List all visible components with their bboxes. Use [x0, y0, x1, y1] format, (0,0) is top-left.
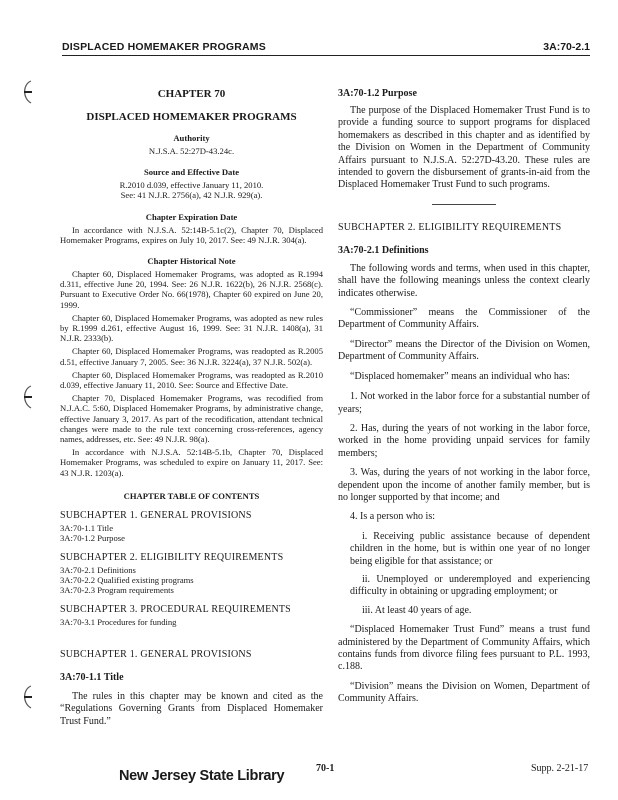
- definition-commissioner: “Commissioner” means the Commissioner of the Department of Community Affairs.: [338, 307, 590, 331]
- criterion-2: 2. Has, during the years of not working in the labor force, worked in the home providing unpaid services for family members;: [338, 422, 590, 459]
- toc-item: 3A:70-1.1 Title: [60, 522, 114, 533]
- library-stamp: New Jersey State Library: [119, 768, 285, 784]
- history-heading: Chapter Historical Note: [147, 256, 236, 267]
- chapter-title: DISPLACED HOMEMAKER PROGRAMS: [86, 111, 297, 123]
- criterion-1: 1. Not worked in the labor force for a substantial number of years;: [338, 391, 590, 415]
- history-note: Chapter 60, Displaced Homemaker Programs, was adopted as R.1994 d.311, effective June 20, 1994. See: 26 N.J.R. 1622(b), 26 N.J.R. 2568(c). Pursuant to Executive Order No. 66(1978), Chapter 60 expired on June 20, 1999.: [60, 269, 323, 310]
- header-title: DISPLACED HOMEMAKER PROGRAMS: [62, 41, 266, 53]
- history-note: Chapter 60, Displaced Homemaker Programs, was adopted as new rules by R.1999 d.261, effective August 16, 1999. See: 31 N.J.R. 1408(a), 31 N.J.R. 2333(b).: [60, 312, 323, 344]
- expiration-text: In accordance with N.J.S.A. 52:14B-5.1c(2), Chapter 70, Displaced Homemaker Programs, expires on July 10, 2017. See: 49 N.J.R. 304(a).: [60, 224, 323, 245]
- definition-director: “Director” means the Director of the Division on Women, Department of Community Affairs.: [338, 338, 590, 363]
- history-note: Chapter 60, Displaced Homemaker Programs, was readopted as R.2010 d.039, effective January 11, 2010. See: Source and Effective Date.: [60, 369, 323, 391]
- definitions-intro: The following words and terms, when used in this chapter, shall have the following meanings unless the context clearly indicates otherwise.: [338, 262, 590, 299]
- criterion-4-iii: iii. At least 40 years of age.: [362, 604, 472, 616]
- toc-item: 3A:70-2.2 Qualified existing programs: [60, 574, 194, 585]
- source-line-2: See: 41 N.J.R. 2756(a), 42 N.J.R. 929(a).: [120, 190, 263, 201]
- left-column: [60, 88, 323, 728]
- section-2-1-heading: 3A:70-2.1 Definitions: [338, 244, 429, 256]
- toc-heading: CHAPTER TABLE OF CONTENTS: [123, 490, 260, 501]
- binder-hole-mark: [20, 385, 32, 409]
- supplement-date: Supp. 2-21-17: [531, 763, 589, 774]
- chapter-number: CHAPTER 70: [157, 88, 226, 100]
- running-header: [62, 41, 590, 56]
- definition-trust-fund: “Displaced Homemaker Trust Fund” means a trust fund administered by the Department of Community Affairs, which contains funds from divorce filing fees pursuant to P.L. 1993, c.188.: [338, 624, 590, 673]
- section-1-1-heading: 3A:70-1.1 Title: [60, 671, 124, 683]
- toc-subchapter-2: SUBCHAPTER 2. ELIGIBILITY REQUIREMENTS: [60, 551, 284, 563]
- authority-text: N.J.S.A. 52:27D-43.24c.: [148, 146, 235, 156]
- page-number: 70-1: [316, 763, 335, 774]
- binder-hole-mark: [20, 685, 32, 709]
- authority-heading: Authority: [173, 133, 210, 143]
- toc-subchapter-3: SUBCHAPTER 3. PROCEDURAL REQUIREMENTS: [60, 603, 291, 615]
- expiration-heading: Chapter Expiration Date: [145, 211, 238, 222]
- subchapter-1-heading: SUBCHAPTER 1. GENERAL PROVISIONS: [60, 648, 252, 660]
- toc-item: 3A:70-2.1 Definitions: [60, 564, 136, 575]
- definition-displaced-homemaker: “Displaced homemaker” means an individual who has:: [350, 370, 570, 382]
- toc-item: 3A:70-3.1 Procedures for funding: [60, 616, 177, 627]
- definition-division: “Division” means the Division on Women, Department of Community Affairs.: [338, 680, 590, 705]
- subchapter-2-heading: SUBCHAPTER 2. ELIGIBILITY REQUIREMENTS: [338, 221, 562, 233]
- right-column: [338, 88, 590, 706]
- header-section-number: 3A:70-2.1: [543, 41, 590, 53]
- binder-hole-mark: [20, 80, 32, 104]
- history-note: Chapter 60, Displaced Homemaker Programs, was readopted as R.2005 d.51, effective January 7, 2005. See: 36 N.J.R. 3224(a), 37 N.J.R. 502(a).: [60, 346, 323, 367]
- history-note: Chapter 70, Displaced Homemaker Programs, was recodified from N.J.A.C. 5:60, Displaced Homemaker Programs, by administrative change, effective January 3, 2017. As part of the recodification, attendant technical changes were made to the rule text concerning cross-references, agency names, addresses, etc. See: 49 N.J.R. 98(a).: [60, 393, 323, 445]
- section-1-2-text: The purpose of the Displaced Homemaker Trust Fund is to provide a funding source to support programs for displaced homemakers as described in this chapter and as identified by the Division on Women in the Department of Community Affairs pursuant to N.J.S.A. 52:27D-43.20. These rules are intended to govern the disbursement of grants-in-aid from the Displaced Homemaker Trust Fund to such programs.: [338, 105, 590, 191]
- toc-item: 3A:70-2.3 Program requirements: [60, 584, 174, 595]
- criterion-4-ii: ii. Unemployed or underemployed and experiencing difficulty in obtaining or upgrading employment; or: [350, 573, 590, 598]
- source-heading: Source and Effective Date: [143, 167, 240, 178]
- section-1-2-heading: 3A:70-1.2 Purpose: [338, 88, 417, 99]
- section-1-1-text: The rules in this chapter may be known and cited as the “Regulations Governing Grants from Displaced Homemaker Trust Fund.”: [60, 690, 323, 727]
- toc-subchapter-1: SUBCHAPTER 1. GENERAL PROVISIONS: [60, 509, 252, 521]
- source-line-1: R.2010 d.039, effective January 11, 2010.: [119, 180, 264, 191]
- section-divider: [432, 204, 496, 205]
- history-note: In accordance with N.J.S.A. 52:14B-5.1b, Chapter 70, Displaced Homemaker Programs, was scheduled to expire on January 11, 2017. See: 43 N.J.R. 1203(a).: [60, 447, 323, 478]
- criterion-3: 3. Was, during the years of not working in the labor force, dependent upon the income of another family member, but is no longer supported by that income; and: [338, 467, 590, 503]
- criterion-4: 4. Is a person who is:: [350, 511, 435, 523]
- toc-item: 3A:70-1.2 Purpose: [60, 532, 125, 543]
- criterion-4-i: i. Receiving public assistance because of dependent children in the home, but is within one year of no longer being eligible for that assistance; or: [350, 530, 590, 567]
